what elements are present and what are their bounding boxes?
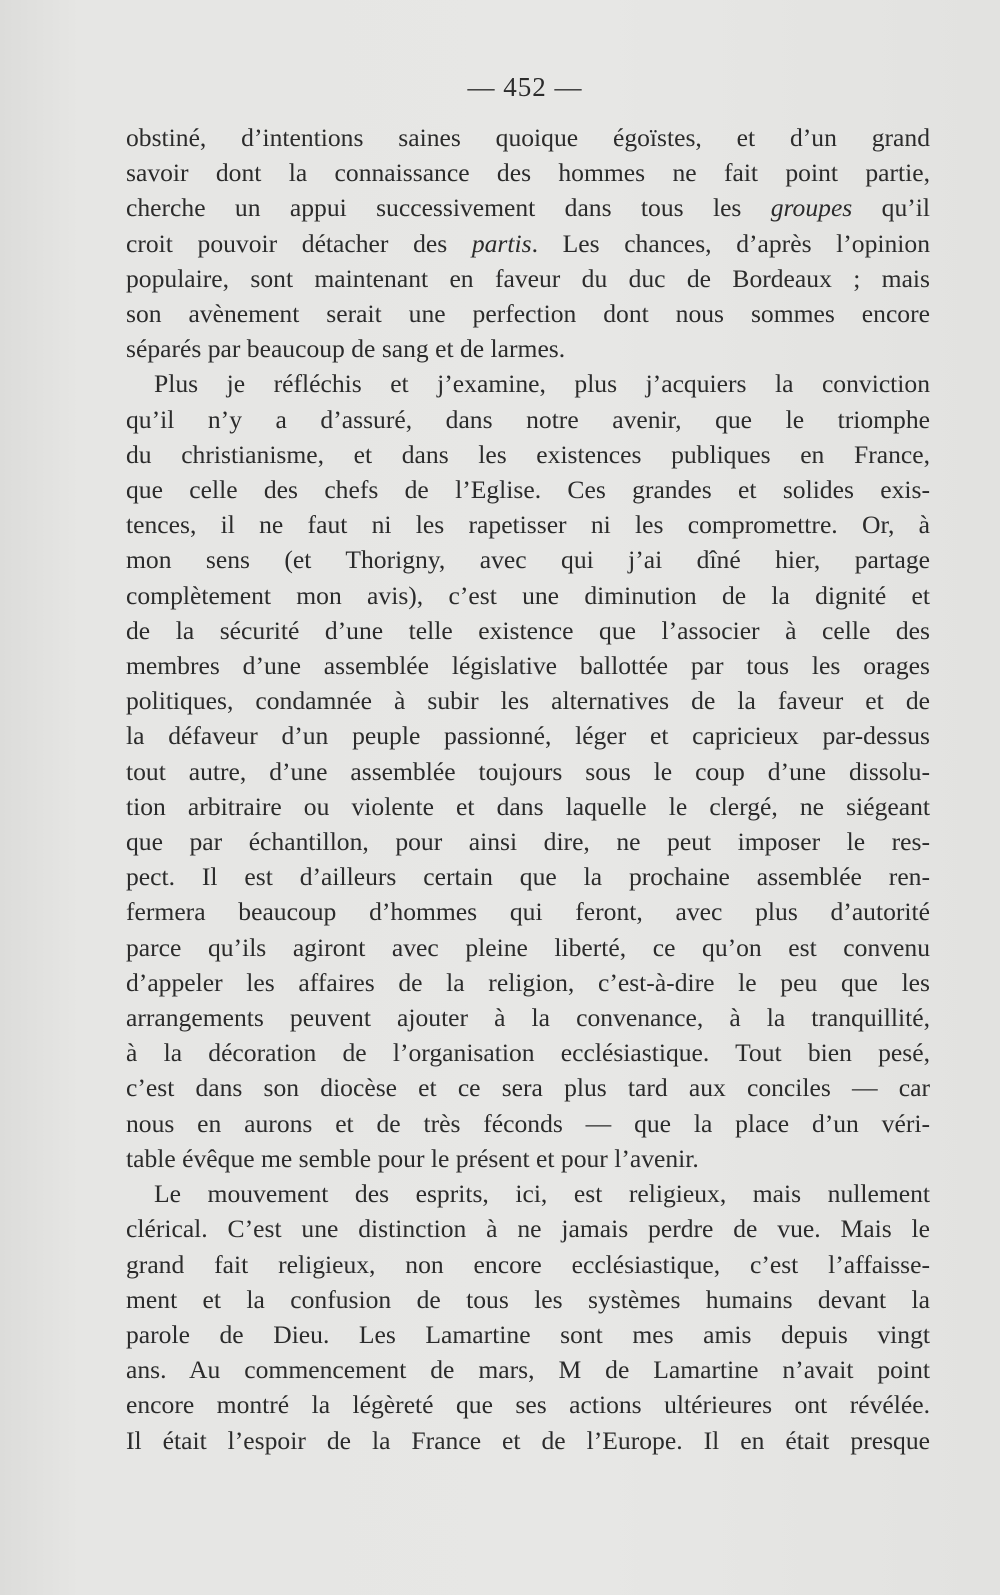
page-number: — 452 — [467,72,583,102]
text-segment: arrangements peuvent ajouter à la convenance, à la tranquillité, [126,1003,930,1033]
text-line [126,1282,930,1317]
text-segment: de la sécurité d’une telle existence que l’associer à celle des [126,615,930,645]
text-segment: fermera beaucoup d’hommes qui feront, avec plus d’autorité [126,897,930,927]
text-segment: clérical. C’est une distinction à ne jamais perdre de vue. Mais le [126,1214,930,1244]
text-line [126,859,930,894]
text-line [126,437,930,472]
text-line [126,1035,930,1070]
text-segment: tion arbitraire ou violente et dans laquelle le clergé, ne siégeant [126,791,930,821]
text-segment: ment et la confusion de tous les systèmes humains devant la [126,1284,930,1314]
text-segment: parce qu’ils agiront avec pleine liberté, ce qu’on est convenu [126,932,930,962]
text-line [126,296,930,331]
text-line [126,789,930,824]
text-line [126,1387,930,1422]
text-line [126,965,930,1000]
text-segment: c’est dans son diocèse et ce sera plus tard aux conciles — car [126,1073,930,1103]
text-segment: croit pouvoir détacher des [126,228,472,258]
text-line [126,226,930,261]
text-line [126,683,930,718]
text-segment: la défaveur d’un peuple passionné, léger et capricieux par-dessus [126,721,930,751]
text-segment: d’appeler les affaires de la religion, c’est-à-dire le peu que les [126,967,930,997]
body-text [126,120,930,1458]
text-line [126,1000,930,1035]
text-segment: cherche un appui successivement dans tous les [126,193,771,223]
text-segment: Il était l’espoir de la France et de l’Europe. Il en était presque [126,1425,930,1455]
text-line [126,1070,930,1105]
text-line [126,1141,930,1176]
text-line [126,648,930,683]
text-line [126,754,930,789]
text-line [126,1176,930,1211]
text-segment: son avènement serait une perfection dont nous sommes encore [126,299,930,329]
text-line [126,402,930,437]
text-segment: qu’il [852,193,930,223]
text-line [126,366,930,401]
text-segment: politiques, condamnée à subir les alternatives de la faveur et de [126,686,930,716]
text-segment: obstiné, d’intentions saines quoique égoïstes, et d’un grand [126,123,930,152]
text-segment: grand fait religieux, non encore ecclésiastique, c’est l’affaisse- [126,1249,930,1279]
text-line [126,261,930,296]
text-line [126,613,930,648]
text-segment: que par échantillon, pour ainsi dire, ne peut imposer le res- [126,827,930,857]
text-line [126,824,930,859]
text-segment: . Les chances, d’après l’opinion [531,228,930,258]
text-segment: Plus je réfléchis et j’examine, plus j’acquiers la conviction [154,369,930,399]
text-segment: nous en aurons et de très féconds — que la place d’un véri- [126,1108,930,1138]
text-line [126,1211,930,1246]
text-segment: table évêque me semble pour le présent et pour l’avenir. [126,1143,699,1173]
text-segment: membres d’une assemblée législative ballottée par tous les orages [126,651,930,681]
paragraph [126,366,930,1176]
text-line [126,1247,930,1282]
text-segment: savoir dont la connaissance des hommes ne fait point partie, [126,158,930,188]
text-segment: du christianisme, et dans les existences publiques en France, [126,439,930,469]
text-line [126,930,930,965]
text-line [126,718,930,753]
text-line [126,1423,930,1458]
text-segment: qu’il n’y a d’assuré, dans notre avenir, que le triomphe [126,404,930,434]
text-line [126,1317,930,1352]
italic-text: groupes [770,193,853,223]
text-segment: séparés par beaucoup de sang et de larmes. [126,334,566,364]
text-segment: tences, il ne faut ni les rapetisser ni les compromettre. Or, à [126,510,930,540]
text-line [126,894,930,929]
text-line [126,331,930,366]
paragraph [126,1176,930,1458]
text-segment: que celle des chefs de l’Eglise. Ces grandes et solides exis- [126,475,930,505]
text-segment: à la décoration de l’organisation ecclésiastique. Tout bien pesé, [126,1038,930,1068]
text-line [126,507,930,542]
text-line [126,120,930,155]
text-line [126,190,930,225]
text-segment: encore montré la légèreté que ses actions ultérieures ont révélée. [126,1390,930,1420]
text-line [126,1106,930,1141]
text-segment: populaire, sont maintenant en faveur du duc de Bordeaux ; mais [126,263,930,293]
text-segment: tout autre, d’une assemblée toujours sous le coup d’une dissolu- [126,756,930,786]
text-segment: pect. Il est d’ailleurs certain que la prochaine assemblée ren- [126,862,930,892]
text-line [126,155,930,190]
text-line [126,578,930,613]
text-segment: Le mouvement des esprits, ici, est religieux, mais nullement [154,1179,930,1209]
text-line [126,1352,930,1387]
text-segment: parole de Dieu. Les Lamartine sont mes amis depuis vingt [126,1319,930,1349]
text-line [126,542,930,577]
text-line [126,472,930,507]
italic-text: partis [471,228,532,258]
text-segment: ans. Au commencement de mars, M de Lamartine n’avait point [126,1355,930,1385]
text-segment: mon sens (et Thorigny, avec qui j’ai dîné hier, partage [126,545,930,575]
text-segment: complètement mon avis), c’est une diminution de la dignité et [126,580,930,610]
paragraph [126,120,930,366]
